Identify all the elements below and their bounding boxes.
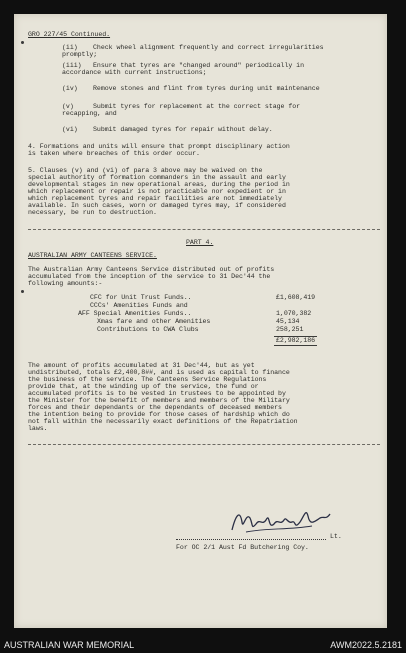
sub-item-text: Check wheel alignment frequently and correct irregularities — [93, 44, 324, 51]
intro-line: The Australian Army Canteens Service distributed out of profits — [28, 266, 275, 273]
closing-paragraph-line: laws. — [28, 425, 48, 432]
amount-value: 1,070,382 — [276, 310, 312, 317]
sub-item-number: (iii) — [62, 62, 82, 69]
sub-item-number: (ii) — [62, 44, 78, 51]
closing-paragraph-line: provide that, at the winding up of the service, the fund or — [28, 383, 259, 390]
amount-label: AFF Special Amenities Funds.. — [78, 310, 192, 317]
sub-item-text: Ensure that tyres are "changed around" periodically in — [93, 62, 304, 69]
closing-paragraph-line: forces and their dependants or the dependants of deceased members — [28, 404, 282, 411]
punch-hole — [21, 290, 24, 293]
sub-item-text: Submit damaged tyres for repair without delay. — [93, 126, 273, 133]
closing-paragraph-line: not fall within the necessarily exact definitions of the Repatriation — [28, 418, 298, 425]
sub-item-continuation: accordance with current instructions; — [62, 69, 207, 76]
archive-caption-bar — [0, 638, 406, 653]
sub-item-number: (iv) — [62, 85, 78, 92]
paragraph-5-line: which replacement or repair is not practicable nor expedient or in — [28, 188, 286, 195]
amount-label: Contributions to CWA Clubs — [97, 326, 199, 333]
sub-item-number: (v) — [62, 103, 74, 110]
paragraph-5-line: special authority of formation commanders in the assault and early — [28, 174, 286, 181]
total-amount: £2,982,186 — [276, 337, 316, 344]
archive-name: AUSTRALIAN WAR MEMORIAL — [4, 640, 135, 650]
sub-item-text: Remove stones and flint from tyres during unit maintenance — [93, 85, 320, 92]
sub-item-continuation: recapping, and — [62, 110, 117, 117]
paragraph-4-line: 4. Formations and units will ensure that prompt disciplinary action — [28, 143, 290, 150]
punch-hole — [21, 41, 24, 44]
signature-line — [176, 534, 326, 540]
amount-label: CFC for Unit Trust Funds.. — [90, 294, 192, 301]
section-divider — [28, 444, 380, 445]
signature-rank: Lt. — [330, 533, 342, 540]
amount-value: 258,251 — [276, 326, 304, 333]
amount-label: Xmas fare and other Amenities — [97, 318, 211, 325]
paragraph-5-line: available. In such cases, worn or damaged tyres may, if considered — [28, 202, 286, 209]
intro-line: following amounts:- — [28, 280, 103, 287]
sub-item-number: (vi) — [62, 126, 78, 133]
signature-block: For OC 2/1 Aust Fd Butchering Coy. — [176, 544, 309, 551]
paragraph-5-line: necessary, be run to destruction. — [28, 209, 157, 216]
closing-paragraph-line: accumulated profits is to be vested in trustees to be appointed by — [28, 390, 286, 397]
section-heading: AUSTRALIAN ARMY CANTEENS SERVICE. — [28, 252, 157, 259]
paragraph-5-line: which replacement tyres and repair facilities are not immediately — [28, 195, 282, 202]
closing-paragraph-line: the business of the service. The Canteens Service Regulations — [28, 376, 267, 383]
closing-paragraph-line: the intention being to provide for those cases of hardship which do — [28, 411, 290, 418]
intro-line: accumulated from the inception of the service to 31 Dec'44 the — [28, 273, 271, 280]
document-page — [14, 14, 387, 628]
archive-reference: AWM2022.5.2181 — [330, 640, 402, 650]
closing-paragraph-line: the Minister for the benefit of members and members of the Military — [28, 397, 290, 404]
sub-item-continuation: promptly; — [62, 51, 98, 58]
sub-item-text: Submit tyres for replacement at the correct stage for — [93, 103, 301, 110]
amount-value: 45,134 — [276, 318, 300, 325]
amount-value: £1,608,419 — [276, 294, 316, 301]
paragraph-4-line: is taken where breaches of this order occur. — [28, 150, 200, 157]
closing-paragraph-line: The amount of profits accumulated at 31 Dec'44, but as yet — [28, 362, 255, 369]
amount-label: CCCs' Amenities Funds and — [90, 302, 188, 309]
part-label: PART 4. — [186, 239, 214, 246]
paragraph-5-line: developmental stages in new operational areas, during the period in — [28, 181, 290, 188]
paragraph-5-line: 5. Clauses (v) and (vi) of para 3 above may be waived on the — [28, 167, 263, 174]
closing-paragraph-line: undistributed, totals £2,400,8##, and is used as capital to finance — [28, 369, 290, 376]
order-header: GRO 227/45 Continued. — [28, 31, 111, 38]
section-divider — [28, 229, 380, 230]
